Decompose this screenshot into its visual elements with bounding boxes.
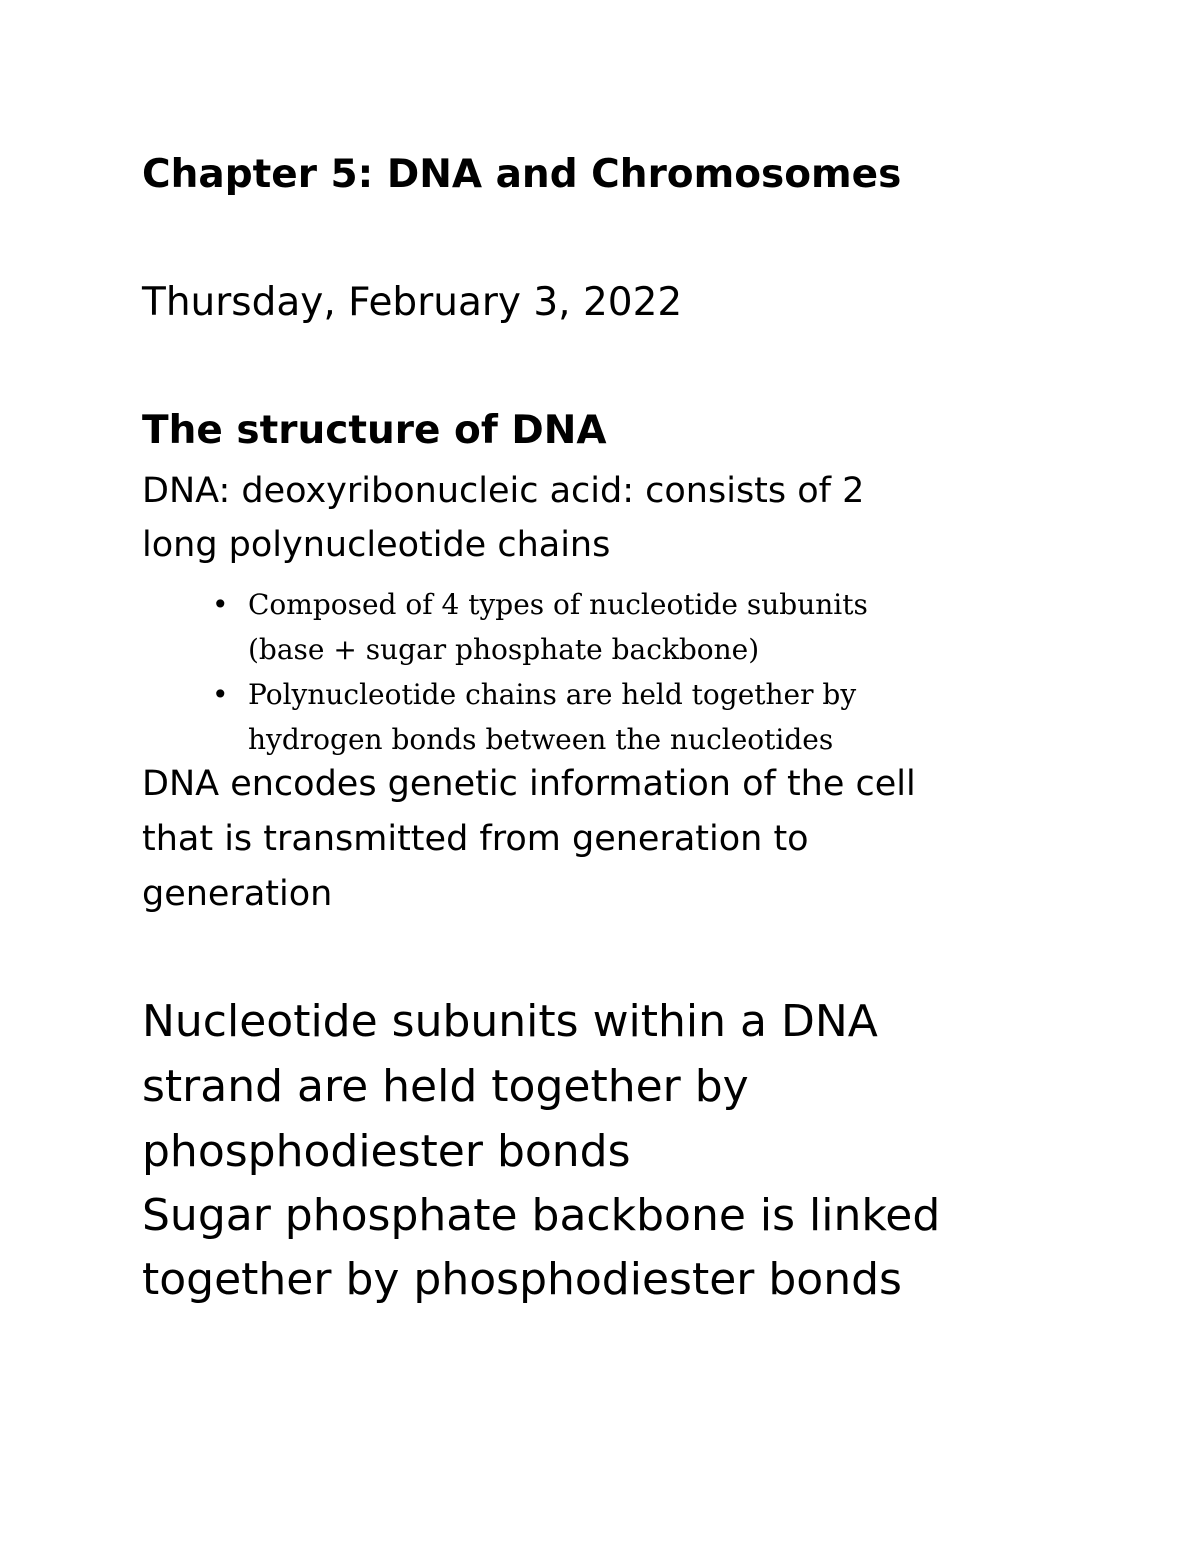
bullet-text-line: Polynucleotide chains are held together by [248, 678, 857, 711]
paragraph-line: together by phosphodiester bonds [142, 1254, 902, 1305]
bullet-text-line: (base + sugar phosphate backbone) [248, 633, 760, 666]
paragraph-line: phosphodiester bonds [142, 1126, 631, 1177]
date-heading: Thursday, February 3, 2022 [142, 280, 683, 325]
paragraph-line: Sugar phosphate backbone is linked [142, 1190, 941, 1241]
bullet-marker: • [212, 588, 229, 621]
bullet-item [212, 582, 868, 672]
section-title: The structure of DNA [142, 408, 607, 453]
bullet-text-line: hydrogen bonds between the nucleotides [248, 723, 834, 756]
paragraph-line: long polynucleotide chains [142, 525, 611, 565]
bullet-list [212, 582, 868, 762]
paragraph-line: strand are held together by [142, 1061, 749, 1112]
paragraph-line: Nucleotide subunits within a DNA [142, 996, 878, 1047]
paragraph-line: generation [142, 874, 333, 914]
paragraph-line: DNA encodes genetic information of the cell [142, 764, 916, 804]
bullet-marker: • [212, 678, 229, 711]
bullet-item [212, 672, 868, 762]
paragraph-line: that is transmitted from generation to [142, 819, 809, 859]
chapter-title: Chapter 5: DNA and Chromosomes [142, 152, 902, 197]
paragraph-line: DNA: deoxyribonucleic acid: consists of 2 [142, 471, 865, 511]
bullet-text-line: Composed of 4 types of nucleotide subunits [248, 588, 868, 621]
